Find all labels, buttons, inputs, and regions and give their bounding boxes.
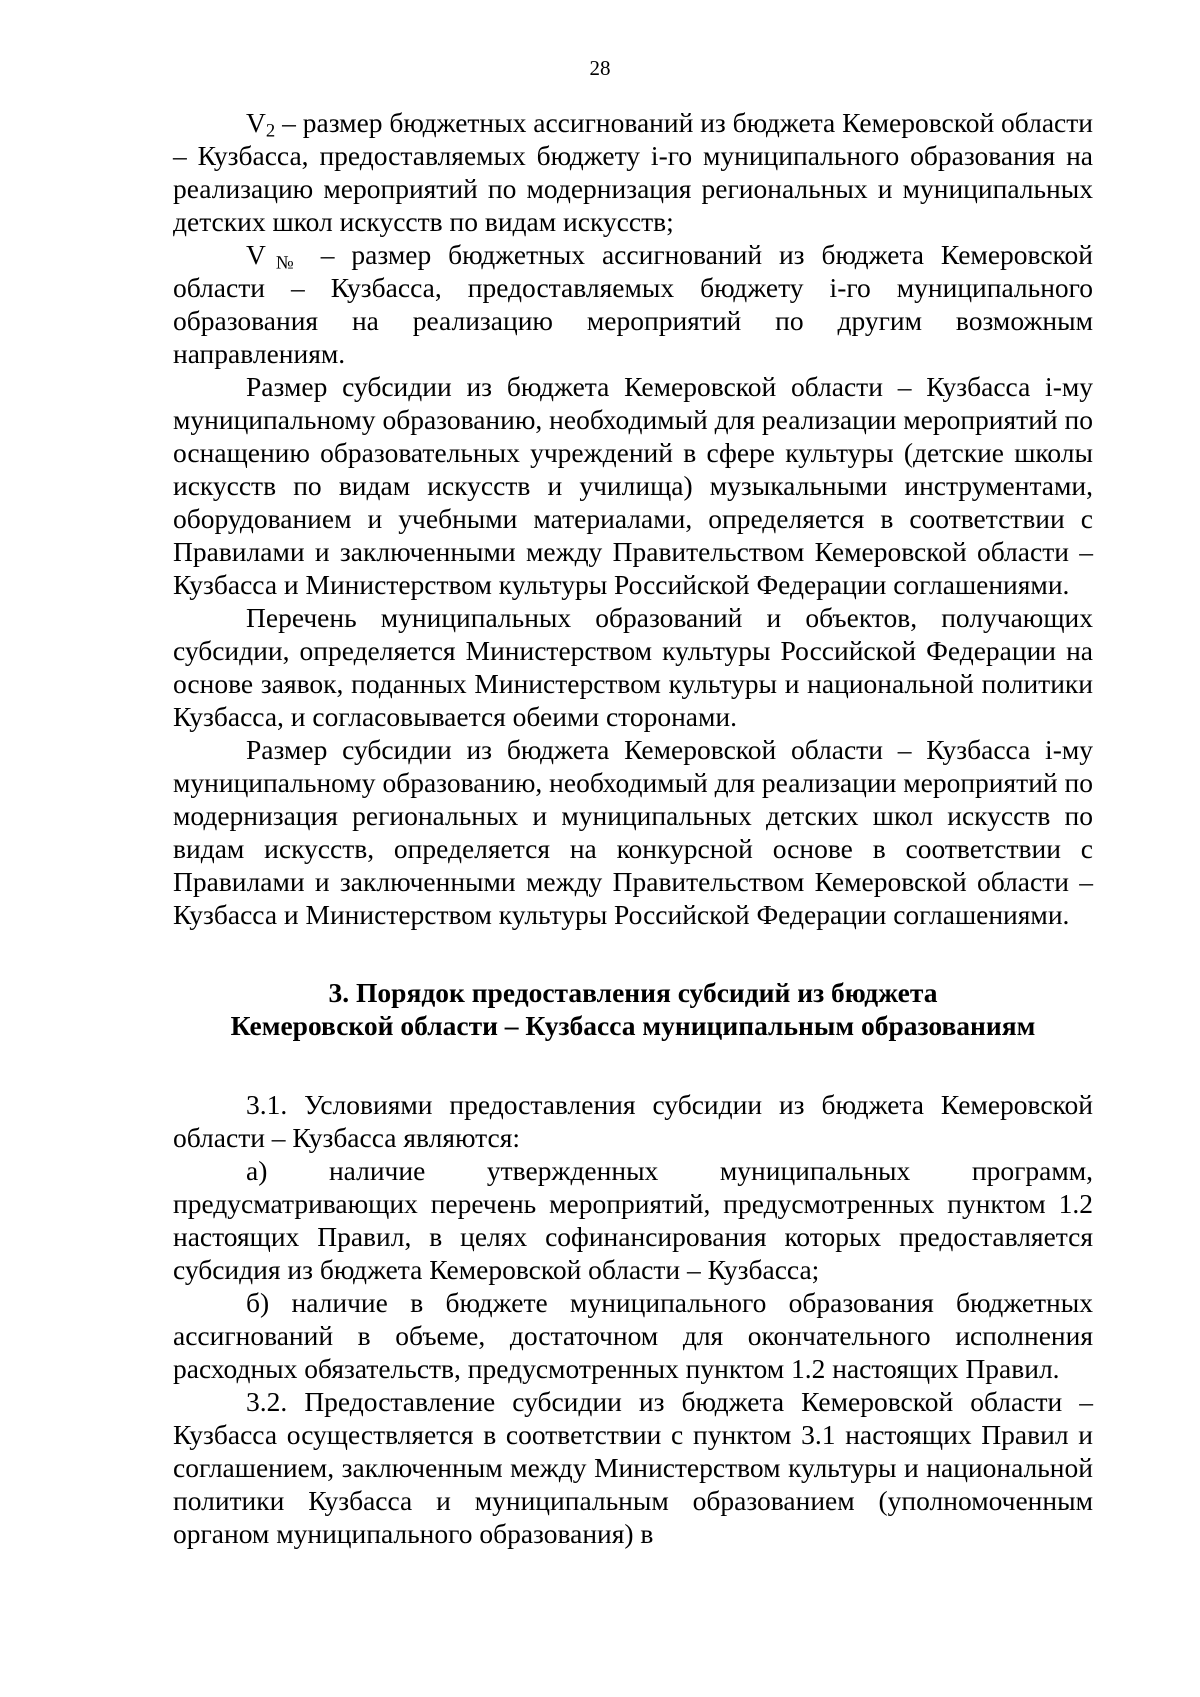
paragraph-3-1-a: а) наличие утвержденных муниципальных программ, предусматривающих перечень мероприятий, предусмотренных пунктом 1.2 настоящих Правил, в целях софинансирования которых предоставляется субсидия из бюджета Кемеровской области – Кузбасса; <box>173 1155 1093 1285</box>
paragraph-3-2: 3.2. Предоставление субсидии из бюджета Кемеровской области – Кузбасса осуществляется в соответствии с пунктом 3.1 настоящих Правил и соглашением, заключенным между Министерством культуры и национальной политики Кузбасса и муниципальным образованием (уполномоченным органом муниципального образования) в <box>173 1386 1093 1549</box>
section-heading <box>173 976 1093 1042</box>
page-number: 28 <box>589 56 611 80</box>
document-body <box>173 106 1093 1550</box>
section-heading-line2: Кемеровской области – Кузбасса муниципальным образованиям <box>230 1010 1036 1041</box>
paragraph-3-1-b: б) наличие в бюджете муниципального образования бюджетных ассигнований в объеме, достаточном для окончательного исполнения расходных обязательств, предусмотренных пунктом 1.2 настоящих Правил. <box>173 1287 1093 1384</box>
paragraph-municipalities-list: Перечень муниципальных образований и объектов, получающих субсидии, определяется Министерством культуры Российской Федерации на основе заявок, поданных Министерством культуры и национальной политики Кузбасса, и согласовывается обеими сторонами. <box>173 602 1093 732</box>
paragraph-vn-definition: $V_№$ – размер бюджетных ассигнований из бюджета Кемеровской области – Кузбасса, предоставляемых бюджету i-го муниципального образования на реализацию мероприятий по другим возможным направлениям. <box>173 239 1093 369</box>
paragraph-subsidy-modernization: Размер субсидии из бюджета Кемеровской области – Кузбасса i-му муниципальному образованию, необходимый для реализации мероприятий по модернизация региональных и муниципальных детских школ искусств по видам искусств, определяется на конкурсной основе в соответствии с Правилами и заключенными между Правительством Кемеровской области – Кузбасса и Министерством культуры Российской Федерации соглашениями. <box>173 734 1093 930</box>
paragraph-v2-definition: $V_2$ – размер бюджетных ассигнований из бюджета Кемеровской области – Кузбасса, предоставляемых бюджету i-го муниципального образования на реализацию мероприятий по модернизация региональных и муниципальных детских школ искусств по видам искусств; <box>173 107 1093 237</box>
paragraph-subsidy-equipment: Размер субсидии из бюджета Кемеровской области – Кузбасса i-му муниципальному образованию, необходимый для реализации мероприятий по оснащению образовательных учреждений в сфере культуры (детские школы искусств по видам искусств и училища) музыкальными инструментами, оборудованием и учебными материалами, определяется в соответствии с Правилами и заключенными между Правительством Кемеровской области – Кузбасса и Министерством культуры Российской Федерации соглашениями. <box>173 371 1093 600</box>
paragraph-3-1: 3.1. Условиями предоставления субсидии из бюджета Кемеровской области – Кузбасса являются: <box>173 1089 1093 1153</box>
section-heading-line1: 3. Порядок предоставления субсидий из бюджета <box>328 977 938 1008</box>
